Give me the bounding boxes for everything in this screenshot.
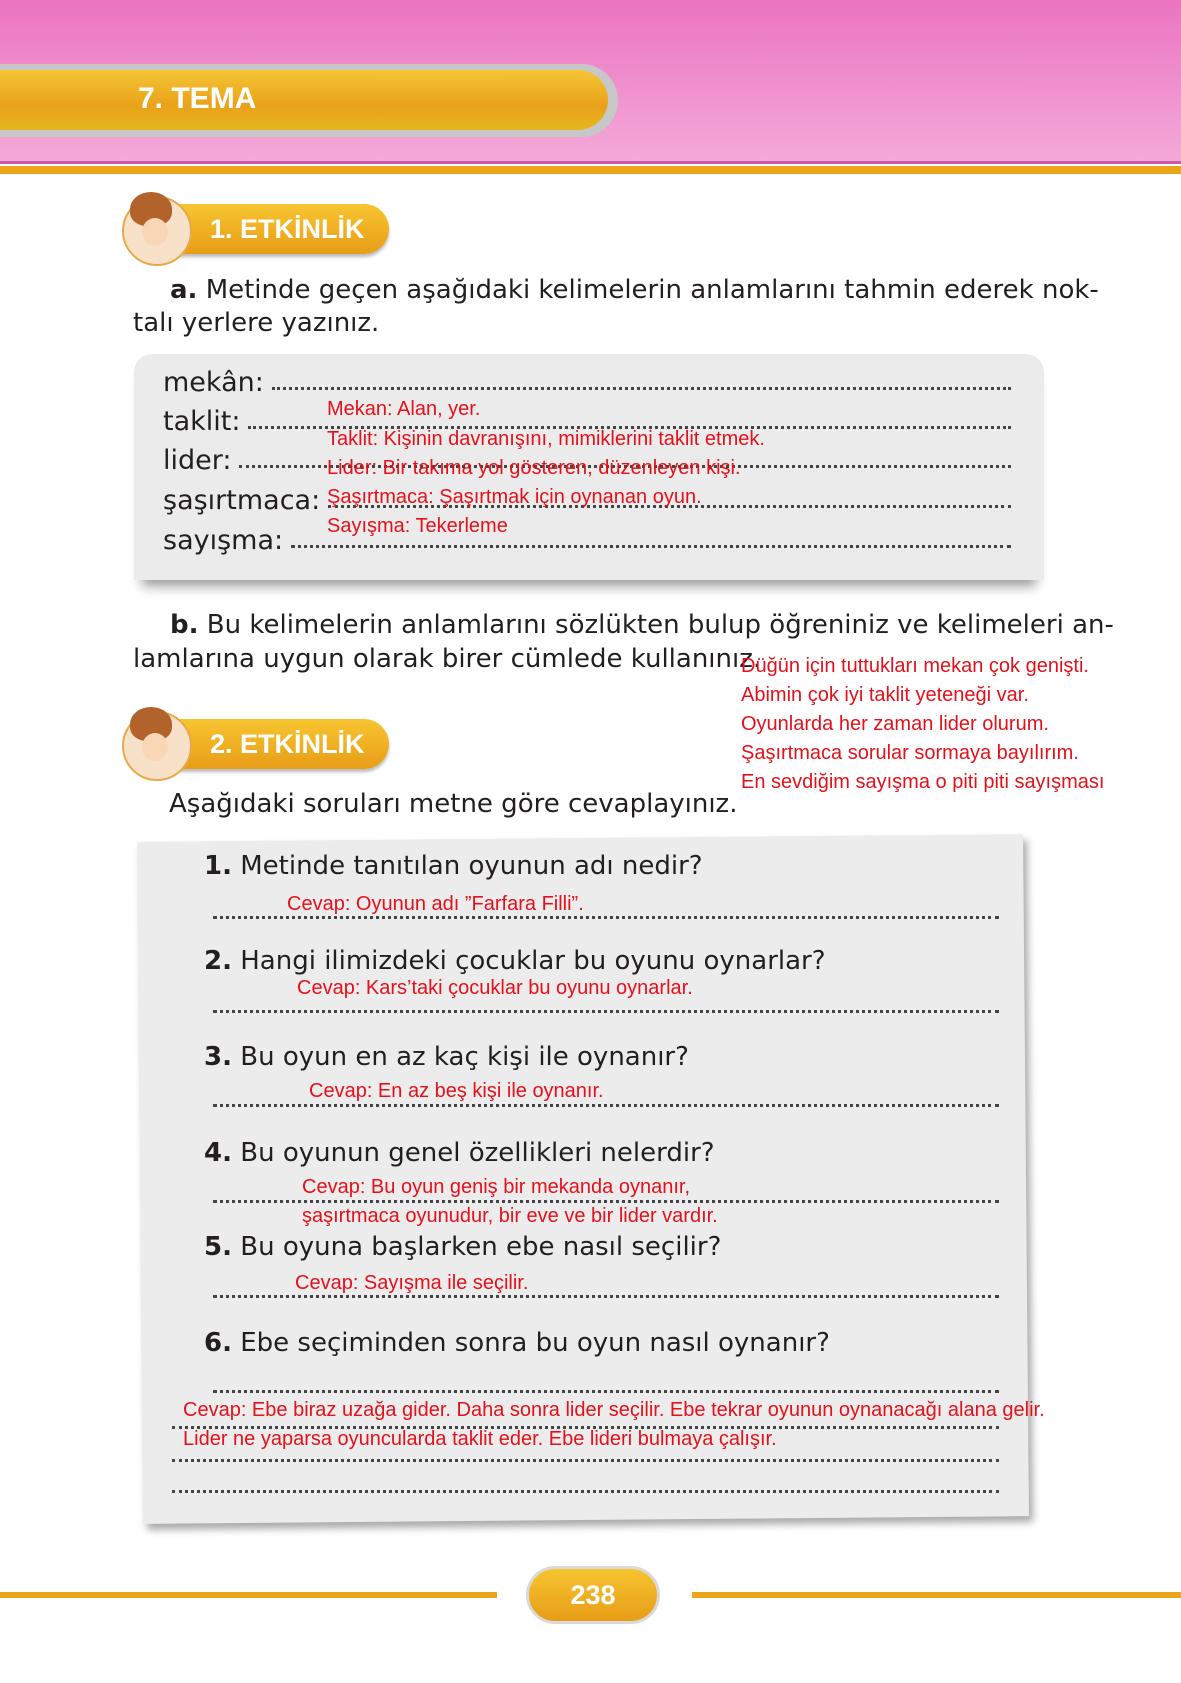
label-a: a. [170,275,198,305]
question-text: Bu oyuna başlarken ebe nasıl seçilir? [240,1232,722,1262]
word-label: lider: [163,445,232,476]
question-number: 4. [204,1138,232,1168]
question-text: Hangi ilimizdeki çocuklar bu oyunu oynarlar? [240,946,826,976]
sentence: Oyunlarda her zaman lider olurum. [741,713,1049,735]
answer-line[interactable] [172,1459,999,1462]
answer-5: Cevap: Sayışma ile seçilir. [295,1272,529,1294]
question-number: 3. [204,1042,232,1072]
answer-lider: Lider: Bir takıma yol gösteren, düzenleyen kişi. [327,457,741,479]
instruction-a-line2: talı yerlere yazınız. [133,308,380,338]
answer-4-line2: şaşırtmaca oyunudur, bir eve ve bir lider vardır. [302,1205,718,1227]
answer-line[interactable] [213,1104,999,1107]
instruction-b-line2: lamlarına uygun olarak birer cümlede kullanınız. [133,644,762,674]
girl-mascot-icon [122,711,192,781]
word-label: şaşırtmaca: [163,485,321,516]
instruction-a [170,273,1099,307]
question-1 [204,851,703,881]
word-label: taklit: [163,406,241,437]
answer-line[interactable] [172,1490,999,1493]
instruction-b-line1: Bu kelimelerin anlamlarını sözlükten bulup öğreniniz ve kelimeleri an- [206,610,1114,640]
question-number: 5. [204,1232,232,1262]
answer-2: Cevap: Kars’taki çocuklar bu oyunu oynarlar. [297,977,693,999]
question-text: Ebe seçiminden sonra bu oyun nasıl oynanır? [240,1328,830,1358]
instruction-b [170,608,1114,642]
question-5 [204,1232,721,1262]
question-2 [204,946,826,976]
answer-4: Cevap: Bu oyun geniş bir mekanda oynanır, [302,1176,691,1198]
answer-line[interactable] [213,1200,999,1203]
answer-sayisma: Sayışma: Tekerleme [327,515,508,537]
question-6 [204,1328,830,1358]
footer-line [692,1592,1181,1598]
sentence: Şaşırtmaca sorular sormaya bayılırım. [741,742,1079,764]
answer-taklit: Taklit: Kişinin davranışını, mimiklerini taklit etmek. [327,428,765,450]
answer-1: Cevap: Oyunun adı ”Farfara Filli”. [287,893,584,915]
answer-6: Cevap: Ebe biraz uzağa gider. Daha sonra lider seçilir. Ebe tekrar oyunun oynanacağı alana gelir. [183,1399,1045,1421]
sentence: Düğün için tuttukları mekan çok genişti. [741,655,1089,677]
answer-line[interactable] [213,1010,999,1013]
question-4 [204,1138,715,1168]
sentence: Abimin çok iyi taklit yeteneği var. [741,684,1029,706]
answer-line[interactable] [213,916,999,919]
answer-line[interactable] [272,387,1011,390]
divider [0,166,1181,174]
answer-6-line2: Lider ne yaparsa oyuncularda taklit eder. Ebe lideri bulmaya çalışır. [183,1428,777,1450]
answer-3: Cevap: En az beş kişi ile oynanır. [309,1080,604,1102]
activity-1-title: 1. ETKİNLİK [210,214,365,244]
question-number: 1. [204,851,232,881]
theme-title: 7. TEMA [138,82,257,115]
answer-mekan: Mekan: Alan, yer. [327,398,481,420]
sentence: En sevdiğim sayışma o piti piti sayışması [741,771,1105,793]
answer-line[interactable] [213,1390,999,1393]
instruction-2: Aşağıdaki soruları metne göre cevaplayınız. [169,789,738,819]
question-3 [204,1042,689,1072]
word-row-sayisma [163,525,1011,556]
question-text: Metinde tanıtılan oyunun adı nedir? [240,851,703,881]
answer-line[interactable] [291,545,1011,548]
word-label: mekân: [163,367,264,398]
theme-bar [0,70,608,130]
question-text: Bu oyun en az kaç kişi ile oynanır? [240,1042,689,1072]
question-number: 2. [204,946,232,976]
page-number: 238 [526,1566,660,1624]
word-label: sayışma: [163,525,284,556]
footer-line [0,1592,497,1598]
instruction-a-line1: Metinde geçen aşağıdaki kelimelerin anlamlarını tahmin ederek nok- [205,275,1099,305]
word-row-mekan [163,367,1011,398]
girl-mascot-icon [122,196,192,266]
question-text: Bu oyunun genel özellikleri nelerdir? [240,1138,715,1168]
activity-2-title: 2. ETKİNLİK [210,729,365,759]
answer-sasirtmaca: Şaşırtmaca: Şaşırtmak için oynanan oyun. [327,486,702,508]
answer-line[interactable] [213,1295,999,1298]
label-b: b. [170,610,199,640]
question-number: 6. [204,1328,232,1358]
